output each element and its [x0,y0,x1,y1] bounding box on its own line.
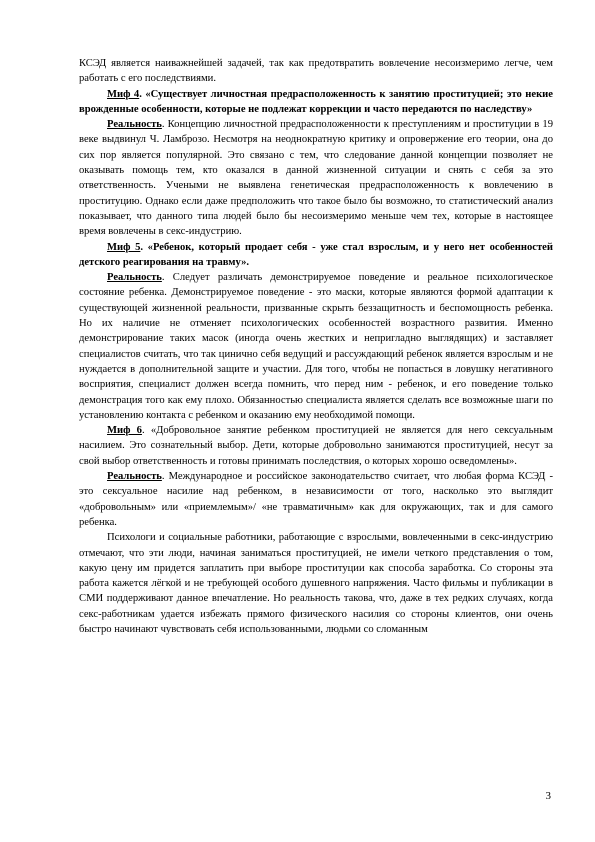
paragraph-continuation [79,56,553,87]
reality-4-paragraph [79,117,553,239]
reality-5-paragraph [79,270,553,423]
myth-6-paragraph [79,423,553,469]
body-paragraph [79,530,553,637]
reality-6-paragraph [79,469,553,530]
page-number: 3 [545,790,551,802]
reality-5-text: . Следует различать демонстрируемое поведение и реальное психологическое состояние ребенка. Демонстрируемое поведение - это маски, которые являются формой адаптации к существующей жизненной реальности, призванные скрыть беззащитность и беспомощность ребенка. Но их наличие не отменяет психологических особенностей возрастного развития. Именно демонстрирование таких масок (иногда очень жестких и непригладно выглядящих) и заставляет специалистов считать, что так цинично себя ведущий и рассуждающий ребенок является взрослым и не нуждается в дополнительной защите и участии. Для того, чтобы не попасться в ловушку негативного восприятия, специалист должен всегда помнить, что перед ним - ребенок, и его поведение только демонстрация того как ему плохо. Обязанностью специалиста является сделать все возможные шаги по установлению контакта с ребенком и оказанию ему необходимой помощи. [79,272,553,421]
reality-4-text: . Концепцию личностной предрасположенности к преступлениям и проституции в 19 веке выдвинул Ч. Ламброзо. Несмотря на неоднократную критику и опровержение его теории, она до сих пор является популярной. Это связано с тем, что следование данной концепции позволяет не оказывать помощь тем, кто оказался в данной жизненной ситуации и снять с себя за это ответственность. Учеными не выявлена генетическая предрасположенность к вовлечению в проституцию. Однако если даже предположить что такое было бы возможно, то статистический анализ показывает, что данного типа людей было бы несоизмеримо меньше чем тех, которые в настоящее время вовлечены в секс-индустрию. [79,119,553,238]
reality-6-label: Реальность [107,471,162,483]
reality-4-label: Реальность [107,119,162,131]
myth-6-label: Миф 6 [107,425,142,437]
paragraph-text: КСЭД является наиважнейшей задачей, так как предотвратить вовлечение несоизмеримо легче, чем работать с его последствиями. [79,58,553,85]
reality-5-label: Реальность [107,272,162,284]
myth-5-label: Миф 5 [107,241,141,253]
myth-4-text: . «Существует личностная предрасположенность к занятию проституцией; это некие врожденные особенности, которые не подлежат коррекции и часто передаются по наследству» [79,88,553,115]
myth-4-label: Миф 4 [107,88,140,100]
paragraph-text: Психологи и социальные работники, работающие с взрослыми, вовлеченными в секс-индустрию отмечают, что эти люди, начиная заниматься проституцией, не имели четкого представления о том, какую цену им придется заплатить при выборе проституции как способа заработка. Со стороны эта работа кажется лёгкой и не требующей особого душевного напряжения. Часто фильмы и публикации в СМИ поддерживают данное впечатление. Но реальность такова, что, даже в тех редких случаях, когда секс-работникам удается избежать прямого физического насилия со стороны клиентов, они очень быстро начинают чувствовать себя использованными, людьми со сломанным [79,532,553,635]
myth-6-text: . «Добровольное занятие ребенком проституцией не является для него сексуальным насилием. Это сознательный выбор. Дети, которые добровольно занимаются проституцией, несут за свой выбор ответственность и готовы принимать последствия, о которых хорошо осведомлены». [79,425,553,467]
myth-5-paragraph [79,240,553,271]
document-body [79,56,553,637]
reality-6-text: . Международное и российское законодательство считает, что любая форма КСЭД - это сексуальное насилие над ребенком, в независимости от того, насколько это выглядит «добровольным» или «приемлемым»/ «не травматичным» как для окружающих, так и для самого ребенка. [79,471,553,528]
myth-4-paragraph [79,87,553,118]
myth-5-text: . «Ребенок, который продает себя - уже стал взрослым, и у него нет особенностей детского реагирования на травму». [79,241,553,268]
